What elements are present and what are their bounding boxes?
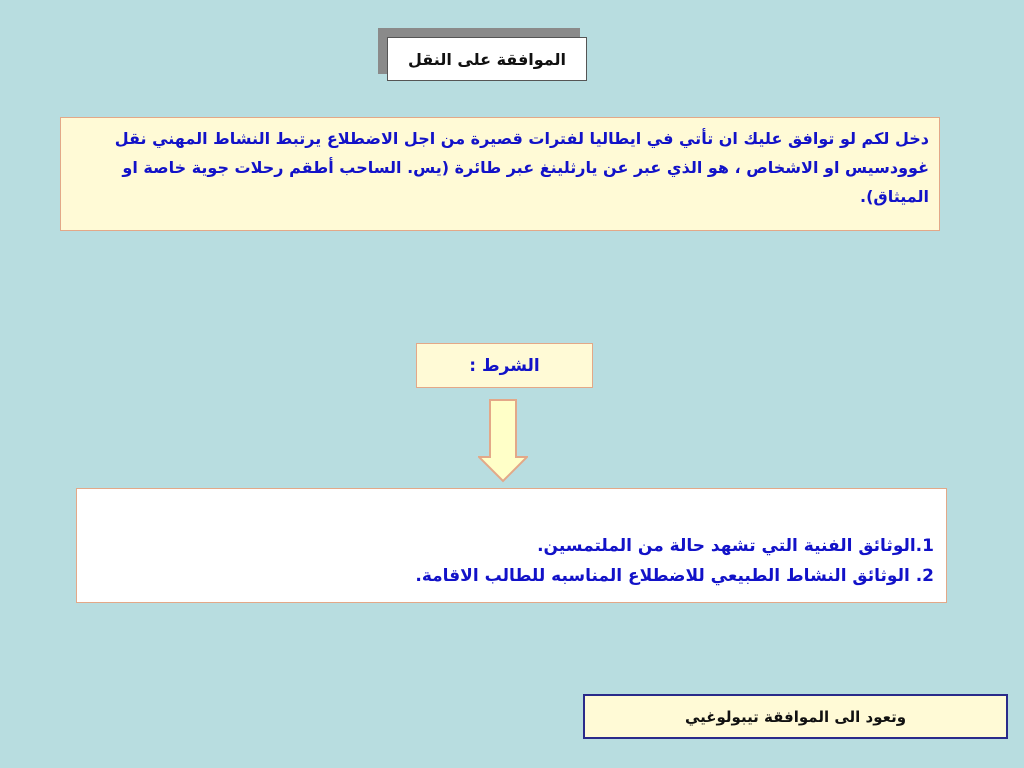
intro-text-box — [60, 117, 940, 231]
requirements-box — [76, 488, 947, 603]
requirement-item-1: 1.الوثائق الفنية التي تشهد حالة من الملتمسين. — [537, 536, 934, 556]
condition-label: الشرط : — [469, 355, 540, 376]
slide-title — [387, 37, 587, 81]
slide-title-text: الموافقة على النقل — [407, 49, 567, 69]
requirement-item-2: 2. الوثائق النشاط الطبيعي للاضطلاع المناسبه للطالب الاقامة. — [415, 566, 934, 586]
footer-box — [583, 694, 1008, 739]
down-arrow-icon — [478, 399, 528, 483]
intro-paragraph: دخل لكم لو توافق عليك ان تأتي في ايطاليا لفترات قصيرة من اجل الاضطلاع يرتبط النشاط المهني نقل غوودسيس او الاشخاص ، هو الذي عبر عن يارثلينغ عبر طائرة (يس. الساحب أطقم رحلات جوية خاصة او الميثاق). — [114, 129, 929, 206]
condition-box — [416, 343, 593, 388]
footer-text: وتعود الى الموافقة تيبولوغيي — [684, 707, 907, 726]
